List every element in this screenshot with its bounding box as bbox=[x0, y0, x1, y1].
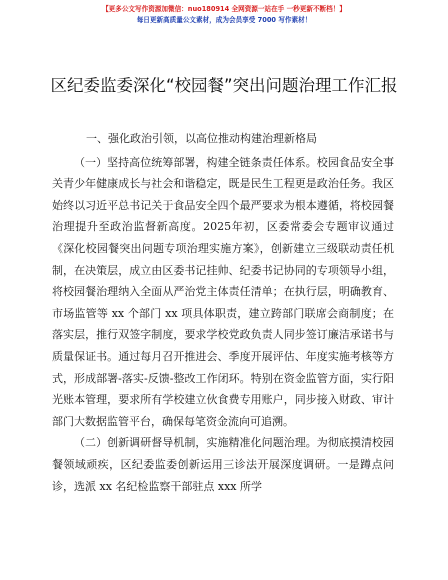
paragraph-2 bbox=[52, 432, 394, 497]
section-heading: 一、强化政治引领，以高位推动构建治理新格局 bbox=[86, 132, 317, 145]
paragraph-1 bbox=[52, 152, 394, 433]
paragraph-2-text: 为彻底摸清校园餐领域顽疾，区纪委监委创新运用三诊法开展深度调研。一是蹲点问诊，选派 xx 名纪检监察干部驻点 xxx 所学 bbox=[52, 436, 395, 493]
promo-banner-line-1: 【更多公文写作资源加微信：nuo180914 全网资源一站在手 一秒更新不断档！】 bbox=[102, 5, 346, 13]
promo-banner-line-2: 每日更新高质量公文素材，成为会员享受 7000 写作素材！ bbox=[136, 16, 312, 24]
promo-banner bbox=[0, 4, 448, 26]
document-title: 区纪委监委深化“校园餐”突出问题治理工作汇报 bbox=[50, 76, 398, 95]
paragraph-1-lead: （一）坚持高位统筹部署，构建全链条责任体系。 bbox=[74, 155, 317, 169]
paragraph-2-lead: （二）创新调研督导机制，实施精准化问题治理。 bbox=[74, 436, 317, 450]
paragraph-1-text: 校园食品安全事关青少年健康成长与社会和谐稳定，既是民生工程更是政治任务。我区始终以习近平总书记关于食品安全四个最严要求为根本遵循，将校园餐治理提升至政治监督新高度。2025年初，区委常委会专题审议通过《深化校园餐突出问题专项治理实施方案》，创新建立三级联动责任机制，在决策层，成立由区委书记挂帅、纪委书记协同的专项领导小组，将校园餐治理纳入全面从严治党主体责任清单；在执行层，明确教育、市场监管等 xx 个部门 xx 项具体职责，建立跨部门联席会商制度；在落实层，推行双签字制度，要求学校党政负责人同步签订廉洁承诺书与质量保证书。通过每月召开推进会、季度开展评估、年度实施考核等方式，形成部署-落实-反馈-整改工作闭环。特别在资金监管方面，实行阳光账本管理，要求所有学校建立伙食费专用账户，同步接入财政、审计部门大数据监管平台，确保每笔资金流向可追溯。 bbox=[52, 155, 395, 428]
document-body bbox=[52, 128, 394, 497]
